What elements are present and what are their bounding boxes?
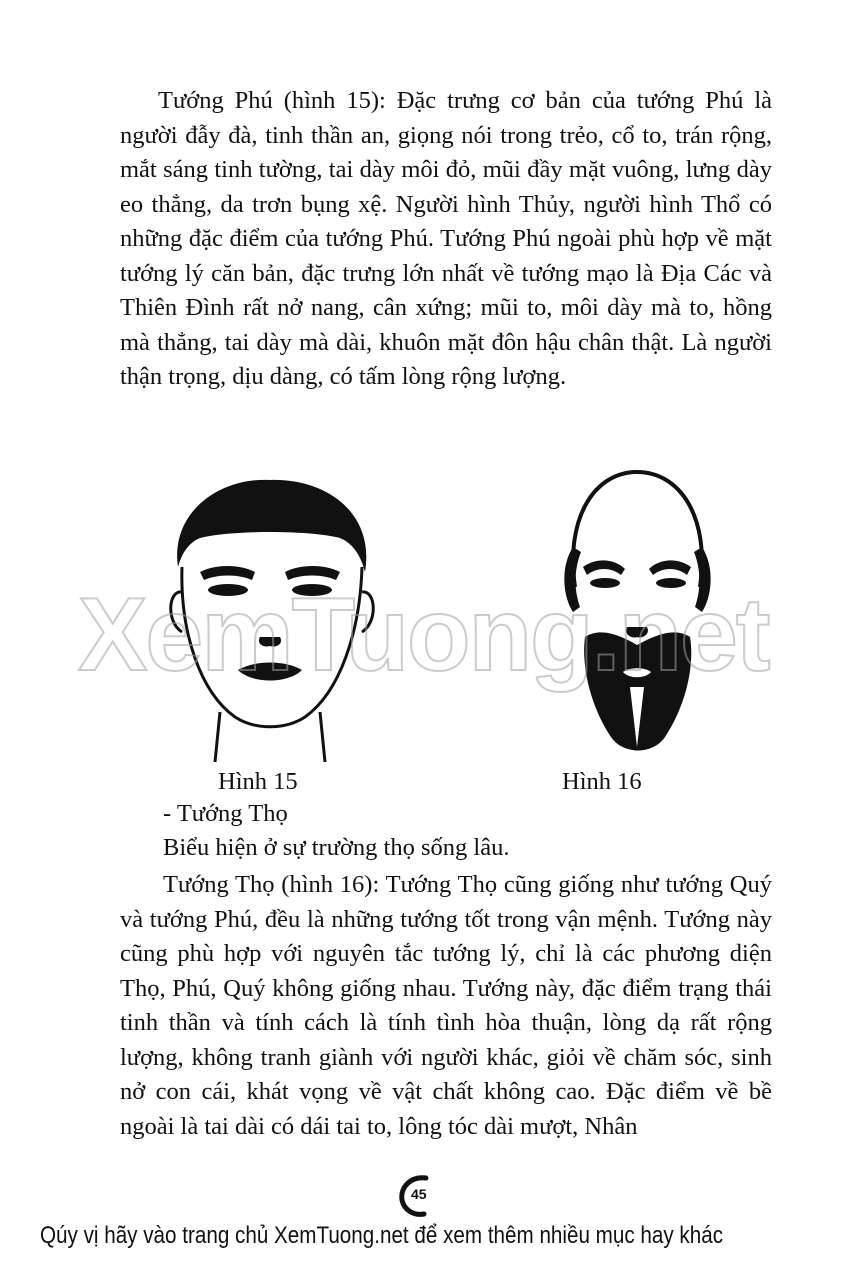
watermark: XemTuong.net — [78, 577, 769, 693]
section-subtitle: Biểu hiện ở sự trường thọ sống lâu. — [163, 834, 510, 861]
paragraph-tuong-phu: Tướng Phú (hình 15): Đặc trưng cơ bản của tướng Phú là người đẫy đà, tinh thần an, giọng nói trong trẻo, cổ to, trán rộng, mắt sáng tinh tường, tai dày môi đỏ, mũi đầy mặt vuông, lưng dày eo thẳng, da trơn bụng xệ. Người hình Thủy, người hình Thổ có những đặc điểm của tướng Phú. Tướng Phú ngoài phù hợp về mặt tướng lý căn bản, đặc trưng lớn nhất về tướng mạo là Địa Các và Thiên Đình rất nở nang, cân xứng; mũi to, môi dày mà to, hồng mà thẳng, tai dày mà dài, khuôn mặt đôn hậu chân thật. Là người thận trọng, dịu dàng, có tấm lòng rộng lượng. — [120, 87, 772, 390]
paragraph-tuong-tho: Tướng Thọ (hình 16): Tướng Thọ cũng giống như tướng Quý và tướng Phú, đều là những tướng tốt trong vận mệnh. Tướng này cũng phù hợp với nguyên tắc tướng lý, chỉ là các phương diện Thọ, Phú, Quý không giống nhau. Tướng này, đặc điểm trạng thái tinh thần và tính cách là tính tình hòa thuận, lòng dạ rất rộng lượng, không tranh giành với người khác, giỏi về chăm sóc, sinh nở con cái, khát vọng về vật chất không cao. Đặc điểm về bề ngoài là tai dài có dái tai to, lông tóc dài mượt, Nhân — [120, 871, 772, 1140]
caption-figure-16: Hình 16 — [562, 768, 642, 795]
caption-figure-15: Hình 15 — [218, 768, 298, 795]
section-heading-tuong-tho: - Tướng Thọ — [163, 800, 288, 827]
page-number-badge — [396, 1172, 446, 1218]
footer-text: Qúy vị hãy vào trang chủ XemTuong.net để xem thêm nhiều mục hay khác — [40, 1222, 724, 1249]
page-number: 45 — [411, 1186, 427, 1202]
